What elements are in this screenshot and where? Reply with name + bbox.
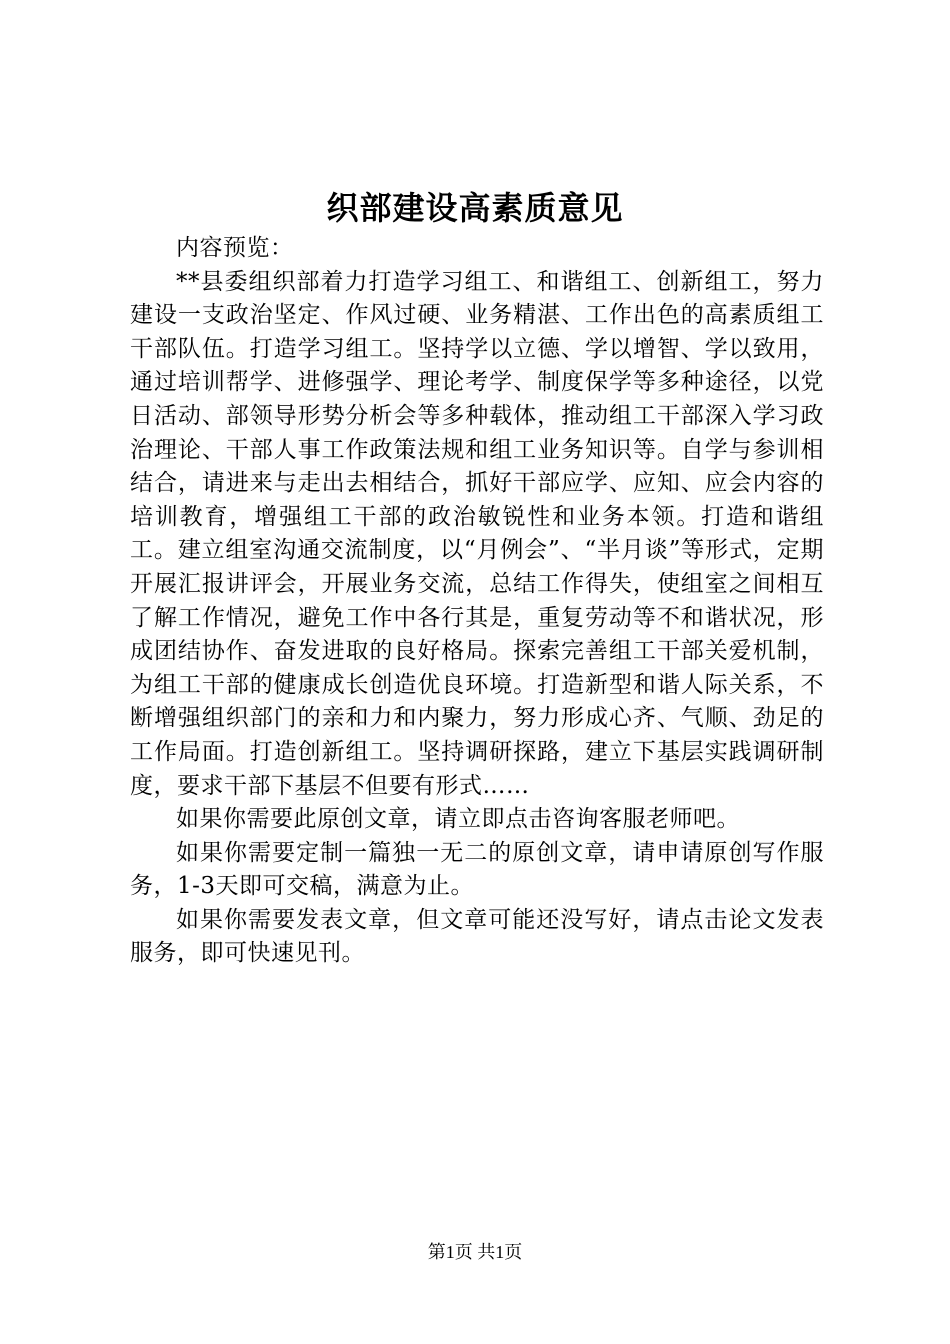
body-paragraph-consult: 如果你需要此原创文章，请立即点击咨询客服老师吧。 — [176, 806, 740, 833]
document-body — [130, 232, 824, 971]
document-title: 织部建设高素质意见 — [326, 189, 624, 227]
page-number-footer: 第1页 共1页 — [427, 1242, 523, 1262]
body-paragraph-main: **县委组织部着力打造学习组工、和谐组工、创新组工，努力建设一支政治坚定、作风过硬、业务精湛、工作出色的高素质组工干部队伍。打造学习组工。坚持学以立德、学以增智、学以致用，通过培训帮学、进修强学、理论考学、制度保学等多种途径，以党日活动、部领导形势分析会等多种载体，推动组工干部深入学习政治理论、干部人事工作政策法规和组工业务知识等。自学与参训相结合，请进来与走出去相结合，抓好干部应学、应知、应会内容的培训教育，增强组工干部的政治敏锐性和业务本领。打造和谐组工。建立组室沟通交流制度，以“月例会”、“半月谈”等形式，定期开展汇报讲评会，开展业务交流，总结工作得失，使组室之间相互了解工作情况，避免工作中各行其是，重复劳动等不和谐状况，形成团结协作、奋发进取的良好格局。探索完善组工干部关爱机制，为组工干部的健康成长创造优良环境。打造新型和谐人际关系，不断增强组织部门的亲和力和内聚力，努力形成心齐、气顺、劲足的工作局面。打造创新组工。坚持调研探路，建立下基层实践调研制度，要求干部下基层不但要有形式…… — [130, 268, 824, 799]
body-paragraph-publish-service: 如果你需要发表文章，但文章可能还没写好，请点击论文发表服务，即可快速见刊。 — [130, 906, 824, 967]
body-paragraph-custom-writing: 如果你需要定制一篇独一无二的原创文章，请申请原创写作服务，1-3天即可交稿，满意为止。 — [130, 839, 824, 900]
preview-label: 内容预览： — [176, 235, 294, 261]
